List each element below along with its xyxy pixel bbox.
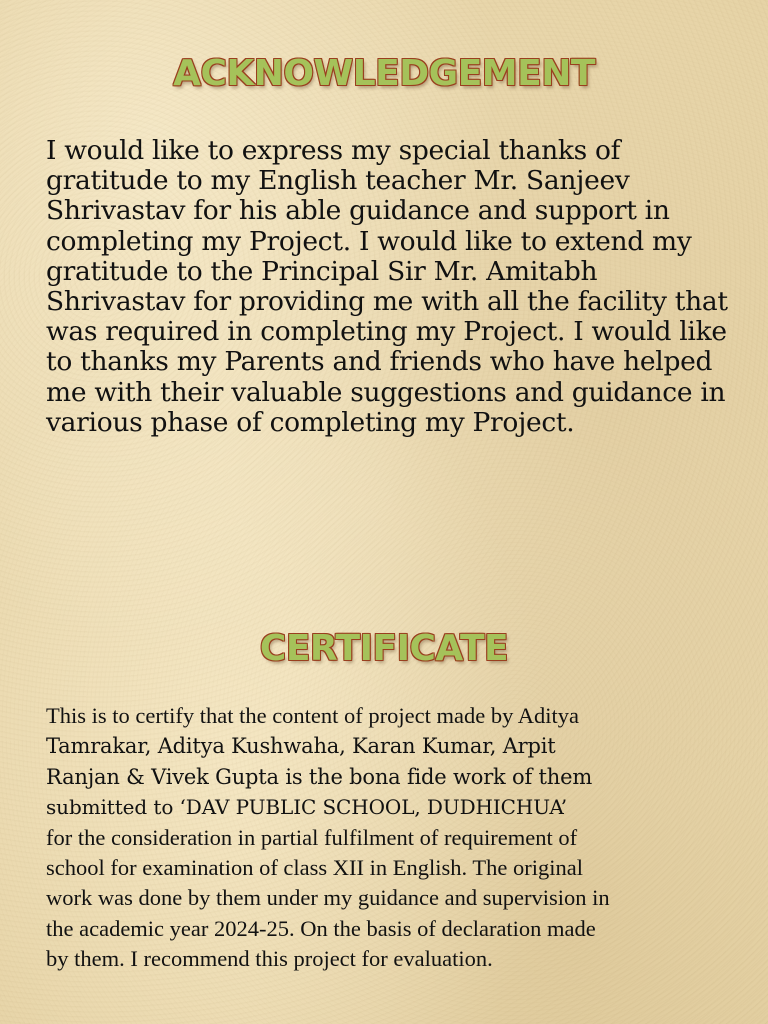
- acknowledgement-heading: ACKNOWLEDGEMENT: [173, 53, 595, 94]
- acknowledgement-body: I would like to express my special thanks of gratitude to my English teacher Mr. Sanjeev Shrivastav for his able guidance and support in completing my Project. I would like to extend my gratitude to the Principal Sir Mr. Amitabh Shrivastav for providing me with all the facility that was required in completing my Project. I would like to thanks my Parents and friends who have helped me with their valuable suggestions and guidance in various phase of completing my Project.: [46, 135, 728, 438]
- certificate-body: [46, 701, 736, 975]
- certificate-line: for the consideration in partial fulfilment of requirement of: [46, 824, 578, 850]
- certificate-line: school for examination of class XII in English. The original: [46, 855, 583, 881]
- certificate-line: This is to certify that the content of project made by Aditya: [46, 703, 579, 728]
- certificate-heading: CERTIFICATE: [259, 628, 509, 669]
- certificate-line: Tamrakar, Aditya Kushwaha, Karan Kumar, Arpit: [46, 734, 556, 759]
- certificate-line: by them. I recommend this project for evaluation.: [46, 946, 493, 972]
- certificate-line: submitted to ‘DAV PUBLIC SCHOOL, DUDHICHUA’: [46, 795, 568, 820]
- certificate-line: work was done by them under my guidance and supervision in: [46, 885, 610, 911]
- certificate-line: the academic year 2024-25. On the basis of declaration made: [46, 915, 596, 941]
- certificate-line: Ranjan & Vivek Gupta is the bona fide work of them: [46, 764, 593, 789]
